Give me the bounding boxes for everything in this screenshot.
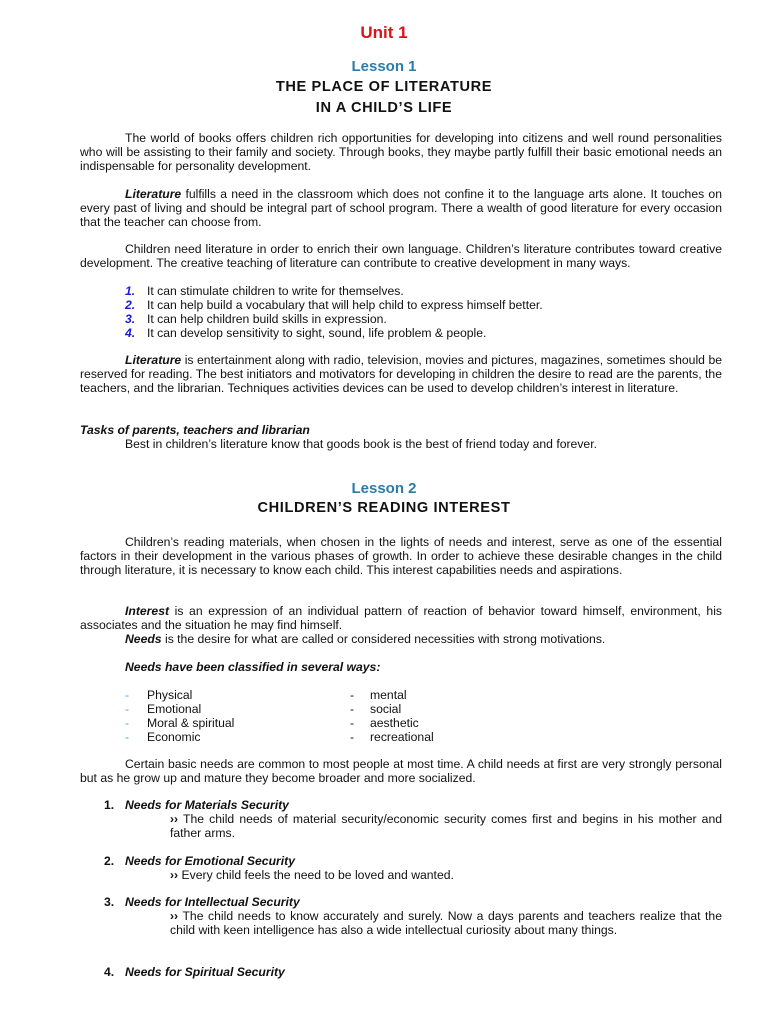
dash-bullet: -	[125, 730, 130, 744]
lesson1-label: Lesson 1	[351, 58, 417, 75]
list-text: It can stimulate children to write for themselves.	[147, 284, 404, 298]
dash-bullet: -	[125, 688, 130, 702]
list-text: It can develop sensitivity to sight, sound, life problem & people.	[147, 326, 487, 340]
need-heading: 3. Needs for Intellectual Security	[104, 895, 300, 909]
lesson1-paragraph-3	[80, 243, 722, 271]
chevron-bullet: ››	[170, 812, 179, 826]
paragraph-text: is an expression of an individual pattern of reaction of behavior toward himself, environment, his associates and the situation he may find himself.	[80, 604, 722, 632]
list-item	[125, 313, 725, 327]
term-needs: Needs	[125, 632, 162, 646]
list-text: It can help children build skills in expression.	[147, 312, 387, 326]
paragraph-text: is the desire for what are called or considered necessities with strong motivations.	[161, 632, 606, 646]
list-number: 3.	[125, 312, 136, 326]
list-item	[125, 285, 725, 299]
paragraph-text: The world of books offers children rich opportunities for developing into citizens and well round personalities who will be assisting to their family and society. Through books, they maybe partly fulfill their basic emotional needs an indispensable for personality development.	[80, 131, 722, 173]
tasks-heading: Tasks of parents, teachers and librarian	[80, 423, 310, 437]
list-text: It can help build a vocabulary that will help child to express himself better.	[147, 298, 543, 312]
dash-bullet: -	[350, 702, 355, 716]
need-heading: 2. Needs for Emotional Security	[104, 854, 295, 868]
need-heading: 4. Needs for Spiritual Security	[104, 965, 285, 979]
dash-bullet: -	[350, 716, 355, 730]
list-number: 1.	[125, 284, 136, 298]
needs-item-left: - Moral & spiritual	[125, 716, 235, 730]
paragraph-text: Children need literature in order to enrich their own language. Children’s literature contributes toward creative development. The creative teaching of literature can contribute to creative development in many ways.	[80, 242, 722, 270]
lesson1-paragraph-4	[80, 354, 722, 396]
need-heading: 1. Needs for Materials Security	[104, 798, 289, 812]
lesson1-paragraph-1	[80, 132, 722, 174]
need-description: ›› The child needs of material security/economic security comes first and begins in his mother and father arms.	[170, 812, 723, 840]
paragraph-text: fulfills a need in the classroom which does not confine it to the language arts alone. It touches on every past of living and should be integral part of school program. There a wealth of good literature for every occasion that the teacher can choose from.	[80, 187, 722, 229]
list-item	[125, 299, 725, 313]
term-literature: Literature	[125, 187, 182, 201]
list-item	[125, 327, 725, 341]
need-description: ›› Every child feels the need to be loved and wanted.	[170, 868, 454, 882]
dash-bullet: -	[125, 716, 130, 730]
lesson1-title-line1: THE PLACE OF LITERATURE	[275, 79, 493, 95]
lesson2-interest-paragraph	[80, 605, 722, 633]
lesson1-paragraph-2	[80, 188, 722, 230]
paragraph-text: Certain basic needs are common to most people at most time. A child needs at first are very strongly personal but as he grow up and mature they become broader and more socialized.	[80, 757, 722, 785]
needs-item-right: - aesthetic	[350, 716, 419, 730]
chevron-bullet: ››	[170, 909, 179, 923]
need-description: ›› The child needs to know accurately and surely. Now a days parents and teachers realize that the child with keen intelligence has also a wide intellectual curiosity about many things.	[170, 909, 722, 937]
list-number: 2.	[125, 298, 136, 312]
classified-heading: Needs have been classified in several ways:	[125, 660, 381, 674]
lesson1-title-line2: IN A CHILD’S LIFE	[315, 100, 453, 116]
dash-bullet: -	[350, 730, 355, 744]
needs-item-left: - Physical	[125, 688, 193, 702]
needs-item-right: - social	[350, 702, 402, 716]
lesson2-basic-needs-paragraph	[80, 758, 722, 786]
paragraph-text: Children’s reading materials, when chosen in the lights of needs and interest, serve as one of the essential factors in their development in the various phases of growth. In order to achieve these desirable changes in the child through literature, it is necessary to know each child. This interest capabilities needs and aspirations.	[80, 535, 722, 577]
dash-bullet: -	[125, 702, 130, 716]
lesson2-title: CHILDREN’S READING INTEREST	[257, 500, 511, 516]
dash-bullet: -	[350, 688, 355, 702]
term-interest: Interest	[125, 604, 170, 618]
lesson2-needs-definition	[125, 633, 605, 647]
list-number: 4.	[125, 326, 136, 340]
unit-title: Unit 1	[360, 23, 408, 42]
needs-item-right: - mental	[350, 688, 407, 702]
tasks-text: Best in children’s literature know that goods book is the best of friend today and forever.	[125, 437, 597, 451]
paragraph-text: is entertainment along with radio, television, movies and pictures, magazines, sometimes should be reserved for reading. The best initiators and motivators for developing in children the desire to read are the parents, the teachers, and the librarian. Techniques activities devices can be used to develop children’s interest in literature.	[80, 353, 722, 395]
needs-item-left: - Emotional	[125, 702, 202, 716]
needs-item-left: - Economic	[125, 730, 201, 744]
needs-item-right: - recreational	[350, 730, 434, 744]
lesson2-paragraph-1	[80, 536, 722, 578]
lesson2-label: Lesson 2	[351, 480, 417, 497]
chevron-bullet: ››	[170, 868, 179, 882]
term-literature: Literature	[125, 353, 182, 367]
